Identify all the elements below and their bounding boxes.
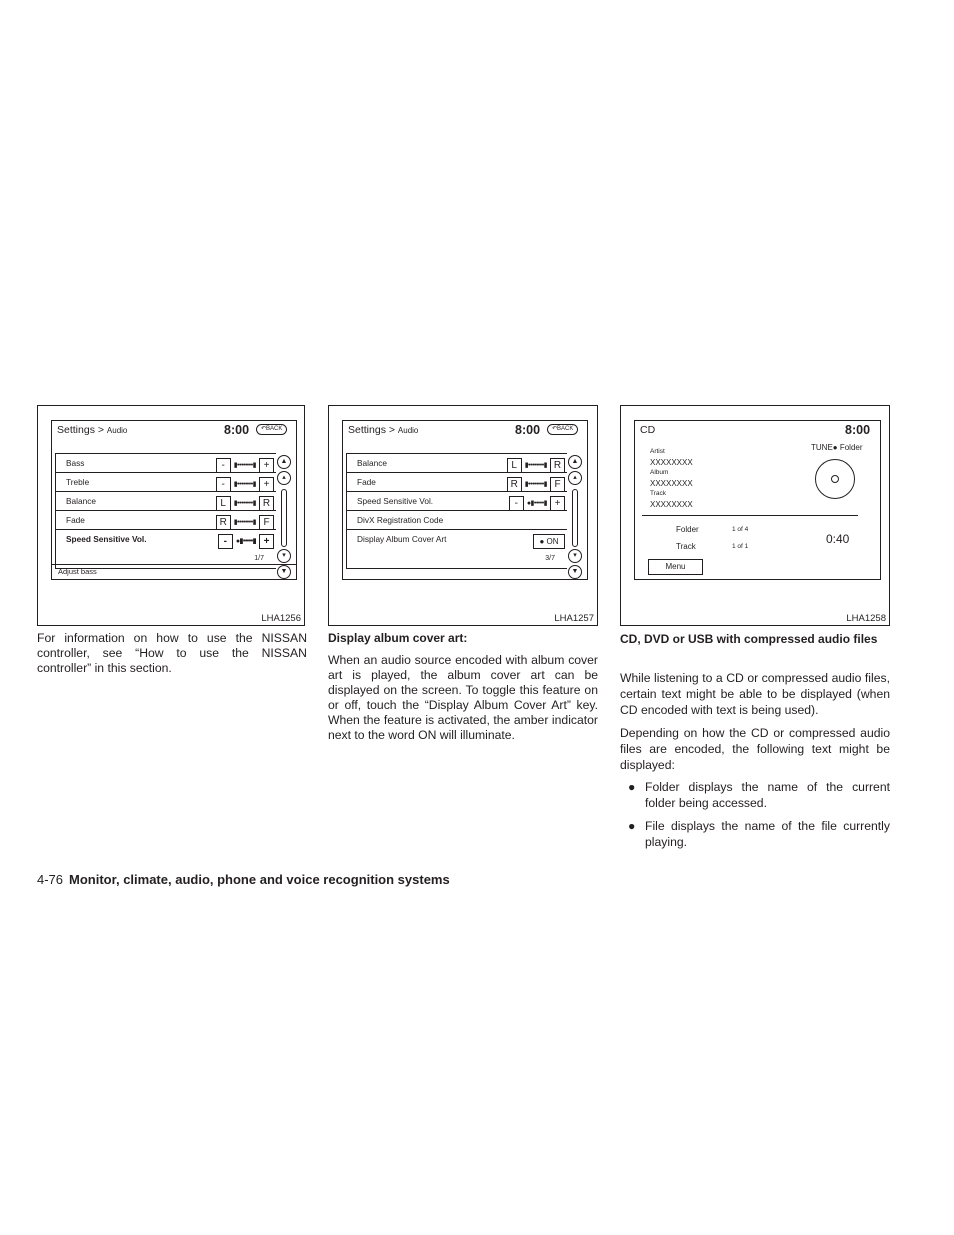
folder-row-label: Folder	[676, 525, 699, 534]
screen	[342, 420, 588, 580]
status-bar: Adjust bass	[52, 564, 296, 579]
track-label: Track	[650, 490, 667, 497]
list-item[interactable]: Speed Sensitive Vol. - ●▮•••••▮ +	[56, 530, 276, 549]
back-button[interactable]: ↶BACK	[256, 424, 287, 435]
plus-key[interactable]: +	[259, 458, 274, 473]
right-key[interactable]: R	[259, 496, 274, 511]
folder-row-value: 1 of 4	[732, 526, 749, 533]
minus-key[interactable]: -	[509, 496, 524, 511]
front-key[interactable]: F	[259, 515, 274, 530]
album-label: Album	[650, 469, 669, 476]
page-indicator: 1/7	[254, 555, 264, 562]
menu-button[interactable]: Menu	[648, 559, 703, 575]
track-value: XXXXXXXX	[650, 500, 693, 509]
list-item[interactable]: Fade R ▮••••••••▮ F	[347, 473, 567, 492]
album-value: XXXXXXXX	[650, 479, 693, 488]
rear-key[interactable]: R	[507, 477, 522, 492]
track-row-value: 1 of 1	[732, 543, 749, 550]
list-item[interactable]: Bass - ▮••••••••▮ +	[56, 454, 276, 473]
on-toggle[interactable]: ● ON	[533, 534, 565, 549]
figure-label: LHA1257	[554, 613, 594, 624]
figure-cd-screen	[620, 405, 890, 626]
clock: 8:00	[515, 423, 541, 437]
scrollbar[interactable]	[572, 489, 578, 547]
source-title: CD	[640, 424, 656, 436]
front-key[interactable]: F	[550, 477, 565, 492]
bullet-item: ● File displays the name of the file currently playing.	[628, 819, 890, 849]
minus-key[interactable]: -	[216, 477, 231, 492]
clock: 8:00	[224, 423, 250, 437]
list-item[interactable]: Balance L ▮••••••••▮ R	[347, 454, 567, 473]
settings-list	[346, 453, 567, 569]
figure-label: LHA1258	[846, 613, 886, 624]
col3-heading: CD, DVD or USB with compressed audio files	[620, 632, 878, 646]
plus-key[interactable]: +	[259, 534, 274, 549]
chevron-up-icon[interactable]: ▲	[568, 455, 582, 469]
col3-paragraph-1: While listening to a CD or compressed audio files, certain text might be able to be displayed (when CD encoded with text is being used).	[620, 671, 890, 717]
screen	[51, 420, 297, 580]
figure-audio-settings-2	[328, 405, 598, 626]
right-key[interactable]: R	[550, 458, 565, 473]
list-item[interactable]: Treble - ▮••••••••▮ +	[56, 473, 276, 492]
plus-key[interactable]: +	[550, 496, 565, 511]
clock: 8:00	[845, 423, 871, 437]
plus-key[interactable]: +	[259, 477, 274, 492]
list-item[interactable]: Balance L ▮••••••••▮ R	[56, 492, 276, 511]
page-number: 4-76	[37, 872, 64, 887]
left-key[interactable]: L	[216, 496, 231, 511]
col2-heading: Display album cover art:	[328, 631, 468, 645]
artist-value: XXXXXXXX	[650, 458, 693, 467]
divider	[642, 515, 858, 516]
list-item[interactable]: Fade R ▮••••••••▮ F	[56, 511, 276, 530]
tune-folder-label: TUNE● Folder	[811, 443, 863, 452]
minus-key[interactable]: -	[216, 458, 231, 473]
col3-paragraph-2: Depending on how the CD or compressed audio files are encoded, the following text might be displayed:	[620, 726, 890, 772]
col1-paragraph: For information on how to use the NISSAN controller, see “How to use the NISSAN controller” in this section.	[37, 631, 307, 675]
artist-label: Artist	[650, 448, 665, 455]
breadcrumb: Settings > Audio	[348, 424, 419, 436]
chevron-up-icon[interactable]: ▴	[277, 471, 291, 485]
chevron-down-icon[interactable]: ▼	[277, 565, 291, 579]
chevron-down-icon[interactable]: ▾	[568, 549, 582, 563]
track-row-label: Track	[676, 542, 696, 551]
page-indicator: 3/7	[545, 555, 555, 562]
chevron-down-icon[interactable]: ▼	[568, 565, 582, 579]
disc-icon	[815, 459, 855, 499]
playback-time: 0:40	[826, 532, 850, 546]
list-item[interactable]: Speed Sensitive Vol. - ●▮•••••▮ +	[347, 492, 567, 511]
section-title: Monitor, climate, audio, phone and voice recognition systems	[69, 872, 450, 887]
figure-label: LHA1256	[261, 613, 301, 624]
settings-list	[55, 453, 276, 569]
left-key[interactable]: L	[507, 458, 522, 473]
col2-paragraph: When an audio source encoded with album cover art is played, the album cover art can be displayed on the screen. To toggle this feature on or off, touch the “Display Album Cover Art” key. When the feature is activated, the amber indicator next to the word ON will illuminate.	[328, 653, 598, 742]
list-item[interactable]: Display Album Cover Art ● ON	[347, 530, 567, 549]
scrollbar[interactable]	[281, 489, 287, 547]
page-footer	[37, 872, 450, 887]
back-button[interactable]: ↶BACK	[547, 424, 578, 435]
screen	[634, 420, 881, 580]
breadcrumb: Settings > Audio	[57, 424, 128, 436]
chevron-up-icon[interactable]: ▲	[277, 455, 291, 469]
minus-key[interactable]: -	[218, 534, 233, 549]
rear-key[interactable]: R	[216, 515, 231, 530]
chevron-down-icon[interactable]: ▾	[277, 549, 291, 563]
figure-audio-settings-1	[37, 405, 305, 626]
list-item[interactable]: DivX Registration Code	[347, 511, 567, 530]
bullet-item: ● Folder displays the name of the current folder being accessed.	[628, 780, 890, 810]
chevron-up-icon[interactable]: ▴	[568, 471, 582, 485]
